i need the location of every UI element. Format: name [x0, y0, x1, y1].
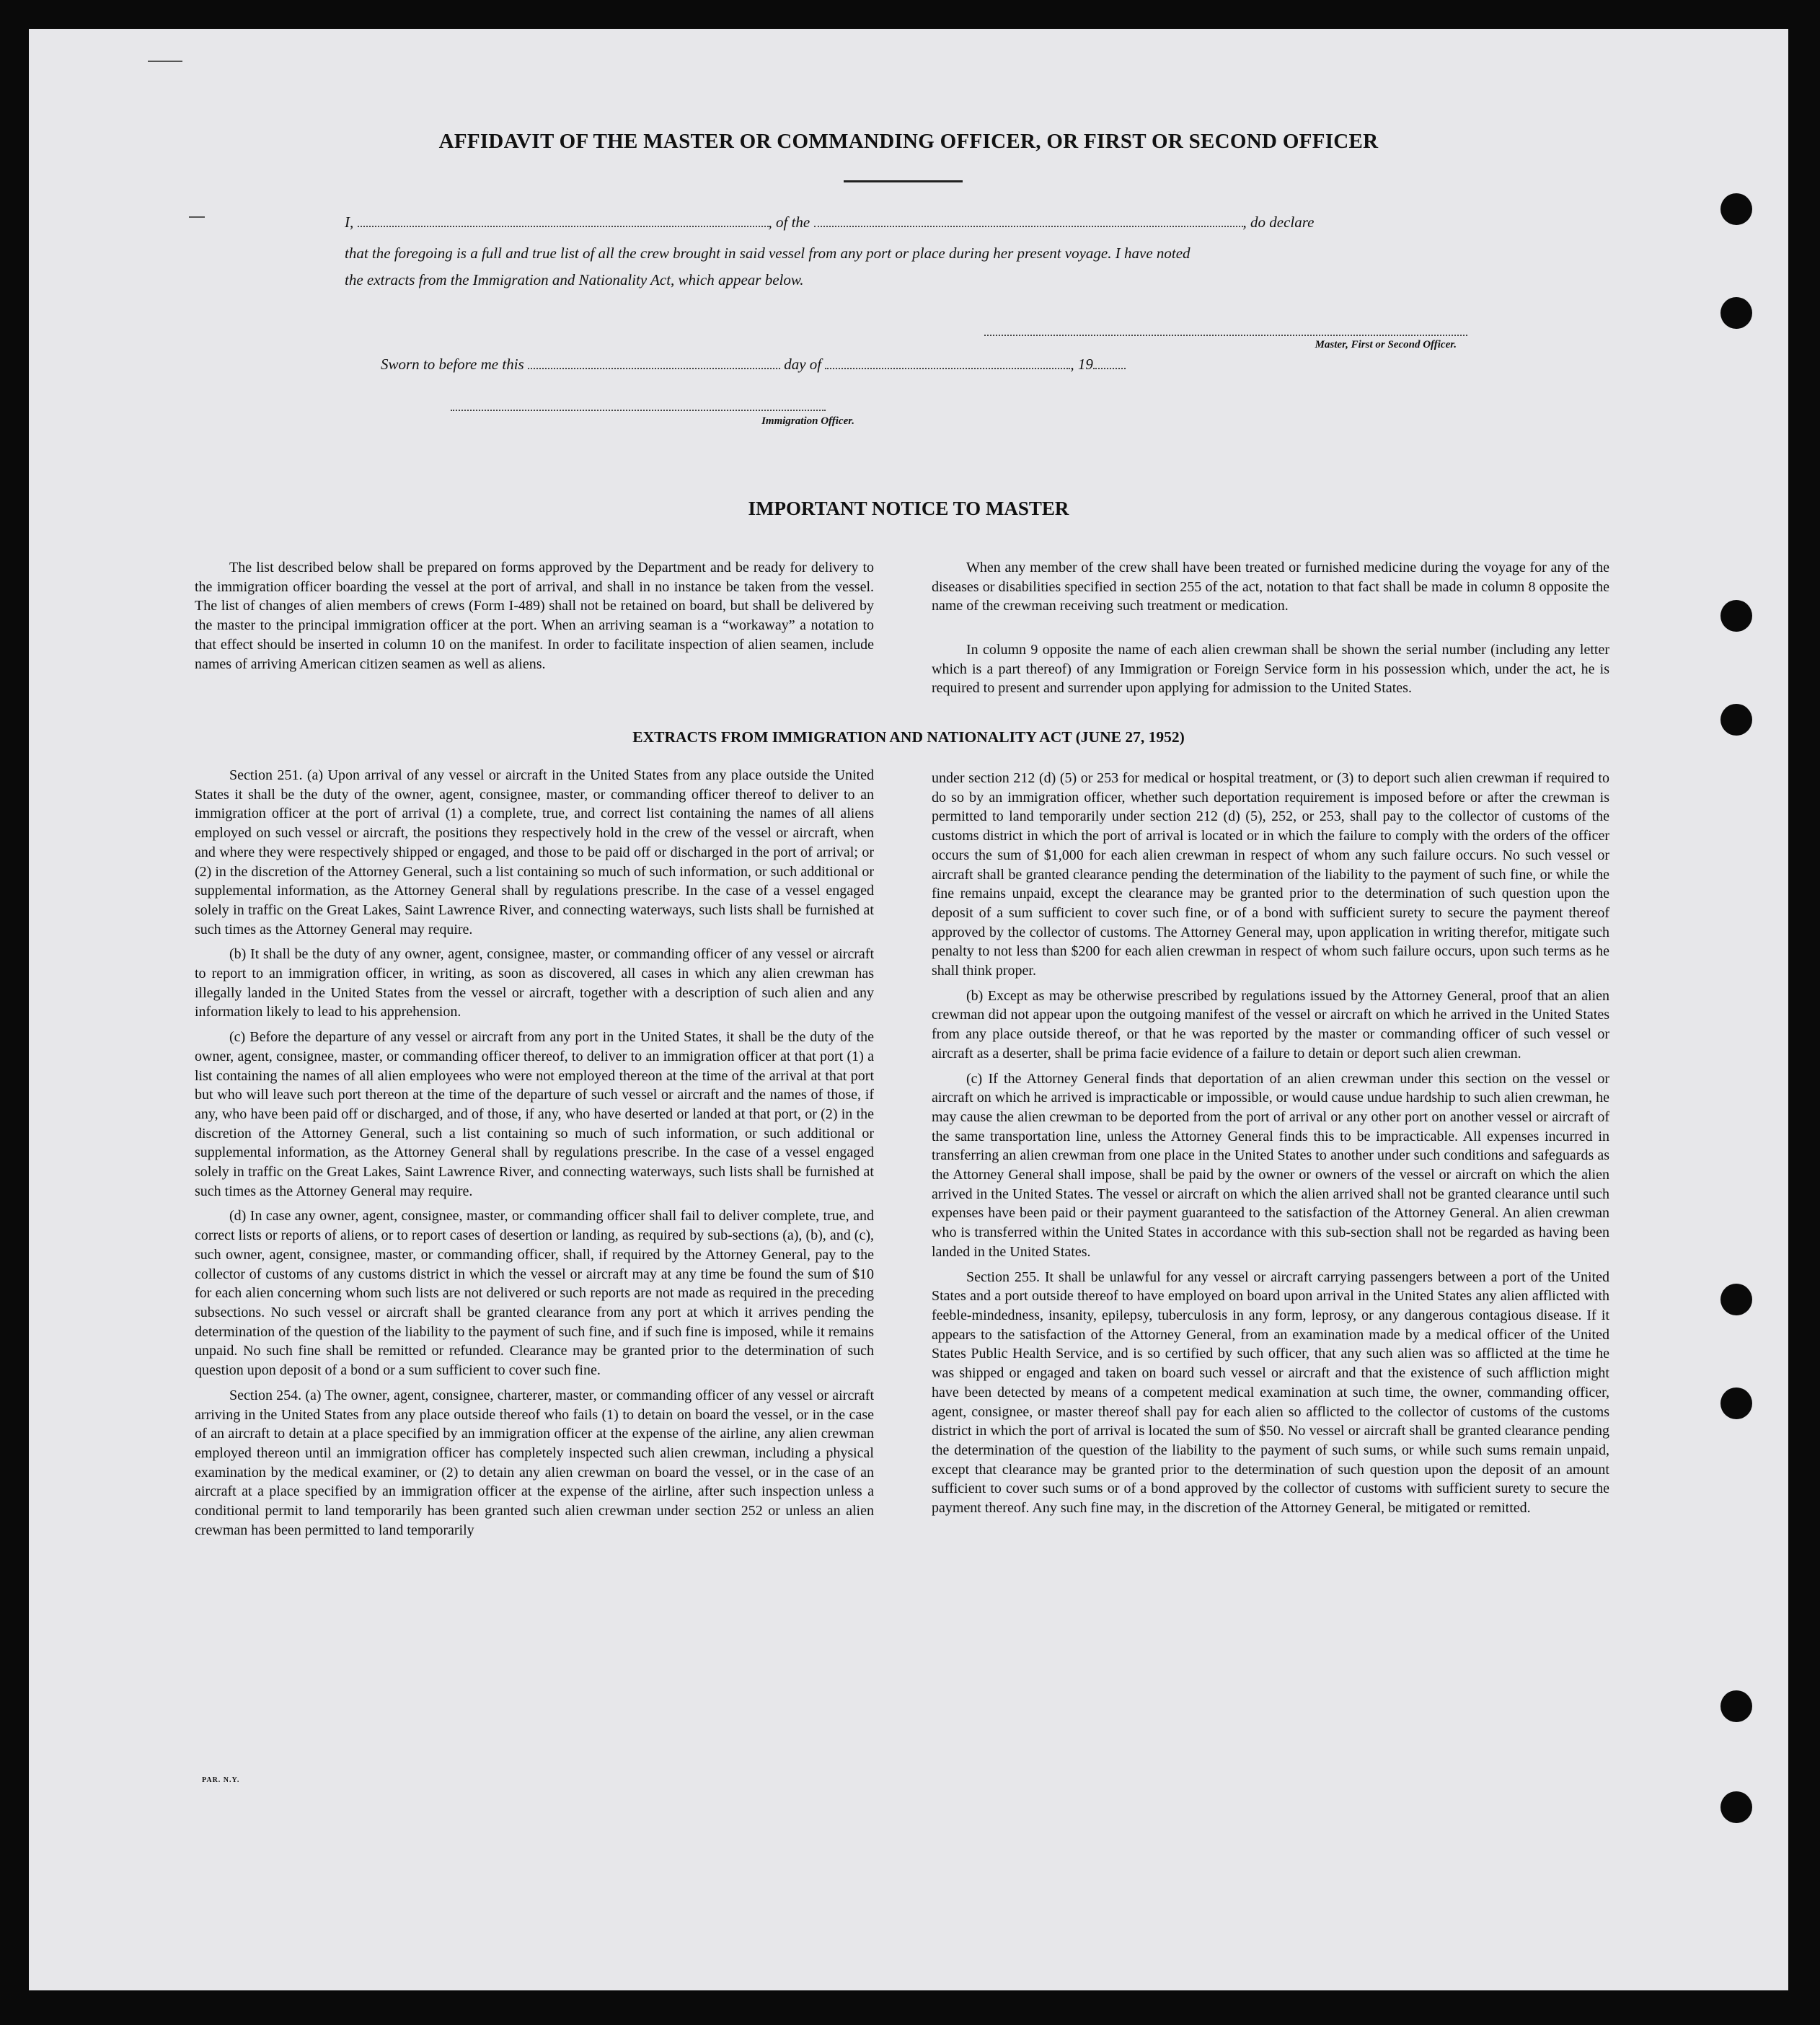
declarant-name-field[interactable]	[358, 213, 769, 227]
section-254-b: (b) Except as may be otherwise prescribed by regulations issued by the Attorney General, proof that an alien crewman did not appear upon the outgoing manifest of the vessel or aircraft on which he arrived in the United States from any place outside thereof, or that he was reported by the master or commanding officer of such vessel or aircraft as a deserter, shall be prima facie evidence of a failure to detain or deport such alien crewman.	[932, 987, 1609, 1062]
officer-signature-line[interactable]	[984, 335, 1467, 336]
notice-title: IMPORTANT NOTICE TO MASTER	[748, 498, 1069, 519]
extracts-right-column	[932, 769, 1609, 1524]
sworn-month-field[interactable]	[825, 355, 1070, 369]
section-254-a: Section 254. (a) The owner, agent, consignee, charterer, master, or commanding officer of any vessel or aircraft arriving in the United States from any place outside thereof who fails (1) to detain on board the vessel, or in the case of an aircraft to detain at a place specified by an immigration officer at the expense of the airline, any alien crewman employed thereon until an immigration officer has completely inspected such alien crewman, including a physical examination by the medical examiner, or (2) to detain any alien crewman on board the vessel, or in the case of an aircraft at a place specified by an immigration officer at the expense of the airline, after such inspection unless a conditional permit to land temporarily has been granted such alien crewman under section 252 or unless an alien crewman has been permitted to land temporarily	[195, 1387, 874, 1538]
binder-hole	[1720, 1791, 1752, 1823]
binder-hole	[1720, 1284, 1752, 1315]
year-prefix-label: , 19	[1070, 356, 1093, 373]
title-underline	[844, 180, 963, 182]
section-255: Section 255. It shall be unlawful for any vessel or aircraft carrying passengers between a port of the United States and a port outside thereof to have employed on board upon arrival in the United States any alien afflicted with feeble-mindedness, insanity, epilepsy, tuberculosis in any form, leprosy, or any dangerous contagious disease. If it appears to the satisfaction of the Attorney General, from an examination made by a medical officer of the United States Public Health Service, and is so certified by such officer, that any such alien was so afflicted at the time he was shipped or engaged and taken on board such vessel or aircraft and that the existence of such affliction might have been detected by means of a competent medical examination at such time, the owner, commanding officer, agent, consignee, or master thereof shall pay for each alien so afflicted to the collector of customs of the customs district in which the port of arrival is located the sum of $50. No vessel or aircraft shall be granted clearance pending the determination of the question of the liability to the payment of such sums, or while such sums remain unpaid, except that clearance may be granted prior to the determination of such question upon the deposit of an amount sufficient to cover such sums or of a bond approved by the collector of customs with sufficient surety to secure the payment thereof. Any such fine may, in the discretion of the Attorney General, be mitigated or remitted.	[932, 1269, 1609, 1517]
sworn-year-field[interactable]	[1093, 355, 1126, 369]
extracts-left-column	[195, 766, 874, 1545]
immigration-officer-signature-line[interactable]	[451, 410, 826, 411]
section-254-c: (c) If the Attorney General finds that deportation of an alien crewman under this section on the vessel or aircraft on which he arrived is impracticable or impossible, or would cause undue hardship to such alien crewman, he may cause the alien crewman to be deported from the port of arrival or any other port on another vessel or aircraft of the same transportation line, unless the Attorney General finds this to be impracticable. All expenses incurred in transferring an alien crewman from one place in the United States to another under such conditions and safeguards as the Attorney General shall impose, shall be paid by the owner or owners of the vessel or aircraft on which the alien arrived in the United States. The vessel or aircraft on which the alien arrived shall not be granted clearance until such expenses have been paid or their payment guaranteed to the satisfaction of the Attorney General. An alien crewman who is transferred within the United States in accordance with this sub-section shall not be regarded as having been landed in the United States.	[932, 1070, 1609, 1260]
declaration-statement-line-2: the extracts from the Immigration and Nationality Act, which appear below.	[345, 271, 804, 288]
binder-hole	[1720, 1388, 1752, 1419]
immigration-officer-label: Immigration Officer.	[761, 415, 854, 427]
day-of-label: day of	[784, 356, 822, 373]
printer-mark: PAR. N.Y.	[202, 1776, 240, 1784]
section-254-a-continued: under section 212 (d) (5) or 253 for medical or hospital treatment, or (3) to deport such alien crewman if required to do so by an immigration officer, whether such deportation requirement is imposed before or after the crewman is permitted to land temporarily under section 212 (d) (5), 252, or 253, shall pay to the collector of customs of the customs district in which the port of arrival is located or in which the failure to comply with the orders of the officer occurs the sum of $1,000 for each alien crewman in respect of whom any such failure occurs. No such vessel or aircraft shall be granted clearance pending the determination of the liability to the payment of such fine, or while the fine remains unpaid, except the clearance may be granted prior to the determination of such question upon the deposit of a sum sufficient to cover such fine, or of a bond with sufficient surety to secure the payment thereof approved by the collector of customs. The Attorney General may, upon application in writing therefor, mitigate such penalty to not less than $200 for each alien crewman in respect of whom such failure occurs, upon such terms as he shall think proper.	[932, 770, 1609, 979]
sworn-label: Sworn to before me this	[381, 356, 524, 373]
binder-hole	[1720, 297, 1752, 329]
vessel-name-field[interactable]	[814, 213, 1243, 227]
scan-mark	[148, 61, 182, 62]
of-the-label: , of the	[768, 213, 810, 231]
notice-left-paragraph: The list described below shall be prepared on forms approved by the Department and be ready for delivery to the immigration officer boarding the vessel at the port of arrival, and shall in no instance be taken from the vessel. The list of changes of alien members of crews (Form I-489) shall not be retained on board, but shall be delivered by the master to the principal immigration officer at the port. When an arriving seaman is a “workaway” a notation to that effect should be inserted in column 10 on the manifest. In order to facilitate inspection of alien seamen, include names of arriving American citizen seamen as well as aliens.	[195, 560, 874, 672]
section-251-c: (c) Before the departure of any vessel or aircraft from any port in the United States, it shall be the duty of the owner, agent, consignee, master, or commanding officer thereof, to deliver to an immigration officer at that port (1) a list containing the names of all alien employees who were not employed thereon at the time of the arrival at that port but who will leave such port thereon at the time of the departure of such vessel or aircraft and the names of those, if any, who have been paid off or discharged, and of those, if any, who have deserted or landed at that port, or (2) in the discretion of the Attorney General, such a list containing so much of such information, or such additional or supplemental information, as the Attorney General shall by regulations prescribe. In the case of a vessel engaged solely in traffic on the Great Lakes, Saint Lawrence River, and connecting waterways, such lists shall be furnished at such times as the Attorney General may require.	[195, 1029, 874, 1199]
affidavit-title: AFFIDAVIT OF THE MASTER OR COMMANDING OFFICER, OR FIRST OR SECOND OFFICER	[438, 130, 1379, 153]
section-251-a: Section 251. (a) Upon arrival of any vessel or aircraft in the United States from any place outside the United States it shall be the duty of the owner, agent, consignee, master, or commanding officer thereof to deliver to an immigration officer at the port of arrival (1) a complete, true, and correct list containing the names of all aliens employed on such vessel or aircraft, the positions they respectively hold in the crew of the vessel or aircraft, when and where they were respectively shipped or engaged, and those to be paid off or discharged in the port of arrival; or (2) in the discretion of the Attorney General, such a list containing so much of such information, or such additional or supplemental information, as the Attorney General shall by regulations prescribe. In the case of a vessel engaged solely in traffic on the Great Lakes, Saint Lawrence River, and connecting waterways, such lists shall be furnished at such times as the Attorney General may require.	[195, 767, 874, 938]
do-declare-label: , do declare	[1242, 213, 1315, 231]
sworn-line	[381, 355, 1126, 374]
binder-hole	[1720, 193, 1752, 225]
declaration-statement-line-1: that the foregoing is a full and true list of all the crew brought in said vessel from any port or place during her present voyage. I have noted	[345, 244, 1190, 262]
section-251-b: (b) It shall be the duty of any owner, agent, consignee, master, or commanding officer of any vessel or aircraft to report to an immigration officer, in writing, as soon as discovered, all cases in which any alien crewman has illegally landed in the United States from the vessel or aircraft, together with a description of such alien and any information likely to lead to his apprehension.	[195, 946, 874, 1020]
officer-signature-label: Master, First or Second Officer.	[1315, 339, 1457, 350]
notice-right-paragraph-1: When any member of the crew shall have been treated or furnished medicine during the voyage for any of the diseases or disabilities specified in section 255 of the act, notation to that fact shall be made in column 8 opposite the name of the crewman receiving such treatment or medication.	[932, 560, 1609, 614]
sworn-day-field[interactable]	[528, 355, 780, 369]
i-label: I,	[345, 213, 354, 231]
extracts-title: EXTRACTS FROM IMMIGRATION AND NATIONALITY ACT (JUNE 27, 1952)	[632, 728, 1185, 746]
binder-hole	[1720, 600, 1752, 632]
declaration-fill-line	[345, 209, 1470, 236]
section-251-d: (d) In case any owner, agent, consignee, master, or commanding officer shall fail to deliver complete, true, and correct lists or reports of aliens, or to report cases of desertion or landing, as required by sub-sections (a), (b), and (c), such owner, agent, consignee, master, or commanding officer, shall, if required by the Attorney General, pay to the collector of customs of any customs district in which the vessel or aircraft may at any time be found the sum of $10 for each alien concerning whom such lists are not delivered or such reports are not made as required in the preceding subsections. No such vessel or aircraft shall be granted clearance from any port at which it arrives pending the determination of the question of the liability to the payment of such fine, and if such fine is imposed, while it remains unpaid. No such fine shall be remitted or refunded. Clearance may be granted prior to the determination of such question upon deposit of a bond or a sum sufficient to cover such fine.	[195, 1208, 874, 1379]
scan-mark	[189, 216, 205, 218]
binder-hole	[1720, 1690, 1752, 1722]
notice-right-paragraph-2: In column 9 opposite the name of each alien crewman shall be shown the serial number (including any letter which is a part thereof) of any Immigration or Foreign Service form in his possession which, under the act, he is required to present and surrender upon applying for admission to the United States.	[932, 642, 1609, 697]
